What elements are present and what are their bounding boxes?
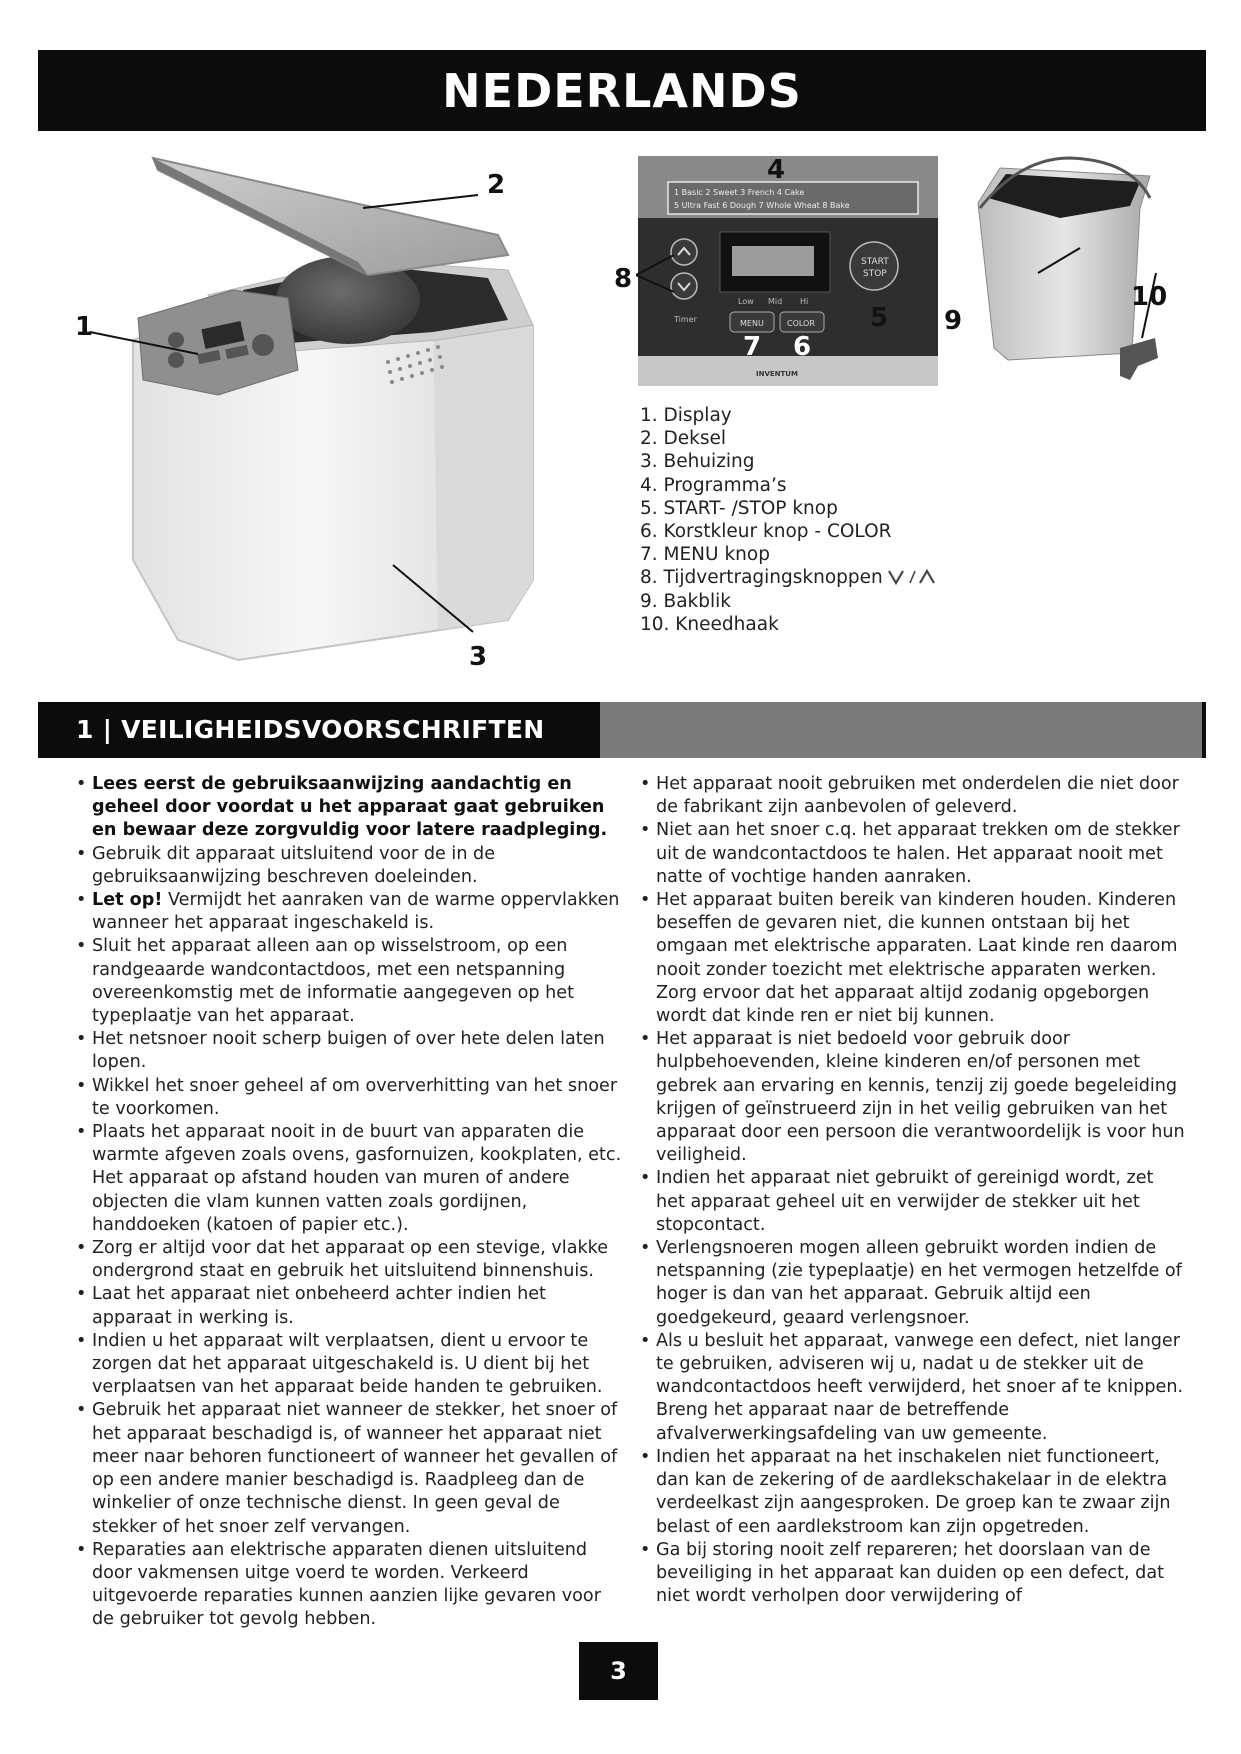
- list-item: • Het apparaat nooit gebruiken met onderdelen die niet door de fabrikant zijn aanbevolen of geleverd.: [636, 773, 1186, 819]
- list-item: • Ga bij storing nooit zelf repareren; het doorslaan van de beveiliging in het apparaat kan duiden op een defect, dat niet wordt verholpen door verwijdering of: [636, 1539, 1186, 1609]
- callout-7: 7: [743, 332, 762, 362]
- legend-item: 4. Programma’s: [640, 474, 787, 496]
- safety-list-right: [636, 773, 1186, 1608]
- programs-row-1: 1 Basic 2 Sweet 3 French 4 Cake: [674, 188, 805, 197]
- list-item: • Reparaties aan elektrische apparaten dienen uitsluitend door vakmensen uitge voerd te worden. Verkeerd uitgevoerde reparaties kunnen aanzien lijke gevaren voor de gebruiker tot gevolg hebben.: [72, 1539, 622, 1632]
- callout-3: 3: [469, 642, 488, 672]
- chevron-down-up-icon: [887, 568, 937, 586]
- list-item-bold: Lees eerst de gebruiksaanwijzing aandachtig en geheel door voordat u het apparaat gaat gebruiken en bewaar deze zorgvuldig voor latere raadpleging.: [92, 774, 608, 841]
- list-item: [72, 889, 622, 935]
- color-button-label: COLOR: [787, 319, 815, 328]
- list-item: • Indien het apparaat niet gebruikt of gereinigd wordt, zet het apparaat geheel uit en verwijder de stekker uit het stopcontact.: [636, 1167, 1186, 1237]
- legend-item-timer: [640, 566, 937, 589]
- list-item: • Verlengsnoeren mogen alleen gebruikt worden indien de netspanning (zie typeplaatje) en het vermogen hetzelfde of hoger is dan van het apparaat. Gebruik altijd een goedgekeurd, geaard verlengsnoer.: [636, 1237, 1186, 1330]
- list-item: • Wikkel het snoer geheel af om oververhitting van het snoer te voorkomen.: [72, 1075, 622, 1121]
- legend-item: 6. Korstkleur knop - COLOR: [640, 521, 892, 543]
- start-label: START: [861, 257, 889, 267]
- menu-button-label: MENU: [740, 319, 764, 328]
- baking-pan-illustration: [960, 148, 1168, 388]
- list-item: • Het apparaat is niet bedoeld voor gebruik door hulpbehoevenden, kleine kinderen en/of personen met gebrek aan ervaring en kennis, tenzij zij goede begeleiding krijgen of geïnstrueerd zijn in het veilig gebruiken van het apparaat door een persoon die verantwoordelijk is voor hun veiligheid.: [636, 1028, 1186, 1167]
- callout-8: 8: [614, 264, 633, 294]
- timer-label: Timer: [674, 315, 697, 324]
- stop-label: STOP: [863, 269, 887, 279]
- legend-item: 5. START- /STOP knop: [640, 497, 838, 519]
- level-hi: Hi: [800, 297, 809, 306]
- list-item: [72, 773, 622, 843]
- page-number: 3: [579, 1642, 658, 1700]
- level-mid: Mid: [768, 297, 783, 306]
- bread-machine-illustration: [38, 140, 598, 680]
- list-item-bold: Let op!: [92, 890, 163, 911]
- legend-item: 9. Bakblik: [640, 590, 732, 612]
- list-item: • Plaats het apparaat nooit in de buurt van apparaten die warmte afgeven zoals ovens, gasfornuizen, kookplaten, etc. Het apparaat op afstand houden van muren of andere objecten die vlam kunnen vatten zoals gordijnen, handdoeken (katoen of papier etc.).: [72, 1121, 622, 1237]
- callout-4: 4: [767, 155, 786, 185]
- legend-item: 7. MENU knop: [640, 544, 770, 566]
- list-item: • Niet aan het snoer c.q. het apparaat trekken om de stekker uit de wandcontactdoos te halen. Het apparaat nooit met natte of vochtige handen aanraken.: [636, 819, 1186, 889]
- callout-1: 1: [75, 312, 94, 342]
- section-header: [38, 702, 1206, 758]
- legend-item: 3. Behuizing: [640, 451, 755, 473]
- legend-item: 10. Kneedhaak: [640, 613, 779, 635]
- list-item: • Sluit het apparaat alleen aan op wisselstroom, op een randgeaarde wandcontactdoos, met een netspanning overeenkomstig met de informatie aangegeven op het typeplaatje van het apparaat.: [72, 935, 622, 1028]
- callout-6: 6: [793, 332, 812, 362]
- parts-legend: [640, 404, 937, 636]
- list-item: • Indien u het apparaat wilt verplaatsen, dient u ervoor te zorgen dat het apparaat uitgeschakeld is. U dient bij het verplaatsen van het apparaat beide handen te gebruiken.: [72, 1330, 622, 1400]
- programs-row-2: 5 Ultra Fast 6 Dough 7 Whole Wheat 8 Bake: [674, 201, 850, 210]
- legend-item: 1. Display: [640, 405, 732, 426]
- list-item: • Laat het apparaat niet onbeheerd achter indien het apparaat in werking is.: [72, 1283, 622, 1329]
- language-title: NEDERLANDS: [442, 63, 802, 118]
- callout-5: 5: [870, 303, 889, 333]
- list-item: • Zorg er altijd voor dat het apparaat op een stevige, vlakke ondergrond staat en gebruik het uitsluitend binnenshuis.: [72, 1237, 622, 1283]
- list-item-text: Vermijdt het aanraken van de warme oppervlakken wanneer het apparaat ingeschakeld is.: [92, 890, 620, 934]
- callout-2: 2: [487, 170, 506, 200]
- list-item: • Gebruik dit apparaat uitsluitend voor de in de gebruiksaanwijzing beschreven doeleinden.: [72, 843, 622, 889]
- callout-9: 9: [944, 306, 963, 336]
- list-item: • Gebruik het apparaat niet wanneer de stekker, het snoer of het apparaat beschadigd is, of wanneer het apparaat niet meer naar behoren functioneert of wanneer het gevallen of op een andere manier beschadigd is. Raadpleeg dan de winkelier of onze technische dienst. In geen geval de stekker of het snoer zelf vervangen.: [72, 1399, 622, 1538]
- section-title: 1 | VEILIGHEIDSVOORSCHRIFTEN: [76, 715, 545, 744]
- level-low: Low: [738, 297, 754, 306]
- list-item: • Indien het apparaat na het inschakelen niet functioneert, dan kan de zekering of de aardlekschakelaar in de elektra verdeelkast zijn aangesproken. De groep kan te zwaar zijn belast of een aardlekstroom kan zijn opgetreden.: [636, 1446, 1186, 1539]
- legend-item-timer-label: 8. Tijdvertragingsknoppen: [640, 567, 883, 589]
- callout-10: 10: [1131, 282, 1168, 312]
- safety-list-left: [72, 773, 622, 1632]
- legend-item: 2. Deksel: [640, 428, 727, 450]
- list-item: • Als u besluit het apparaat, vanwege een defect, niet langer te gebruiken, adviseren wij u, nadat u de stekker uit de wandcontactdoos heeft verwijderd, het snoer af te knippen. Breng het apparaat naar de betreffende afvalverwerkingsafdeling van uw gemeente.: [636, 1330, 1186, 1446]
- language-header: [38, 50, 1206, 131]
- list-item: • Het netsnoer nooit scherp buigen of over hete delen laten lopen.: [72, 1028, 622, 1074]
- list-item: • Het apparaat buiten bereik van kinderen houden. Kinderen beseffen de gevaren niet, die kunnen ontstaan bij het omgaan met elektrische apparaten. Laat kinde ren daarom nooit zonder toezicht met elektrische apparaten werken. Zorg ervoor dat het apparaat altijd zodanig opgeborgen wordt dat kinde ren er niet bij kunnen.: [636, 889, 1186, 1028]
- callout-8-leader: [636, 250, 686, 300]
- panel-brand: INVENTUM: [756, 370, 798, 378]
